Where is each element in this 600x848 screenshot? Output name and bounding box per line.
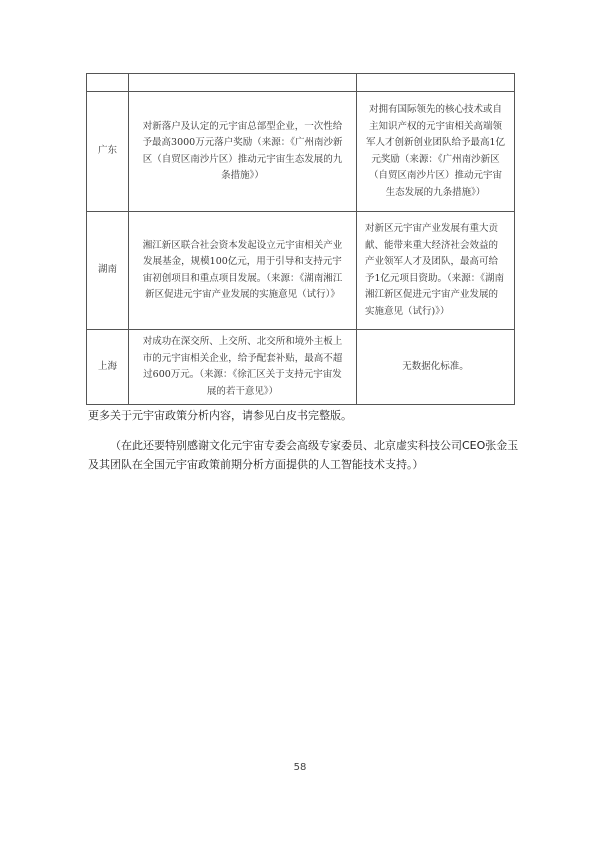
empty-cell [87, 74, 129, 92]
reward-cell-talent: 对拥有国际领先的核心技术或自主知识产权的元宇宙相关高端领军人才创新创业团队给予最高1亿元奖励（来源：《广州南沙新区（自贸区南沙片区）推动元宇宙生态发展的九条措施》） [357, 92, 515, 212]
page-number: 58 [293, 762, 307, 773]
table-row [87, 330, 515, 405]
table-row-header-continuation [87, 74, 515, 92]
region-cell: 上海 [87, 330, 129, 405]
region-cell: 广东 [87, 92, 129, 212]
reward-cell-talent: 对新区元宇宙产业发展有重大贡献、能带来重大经济社会效益的产业领军人才及团队，最高可给予1亿元项目资助。（来源：《湖南湘江新区促进元宇宙产业发展的实施意见（试行)》） [357, 212, 515, 330]
region-cell: 湖南 [87, 212, 129, 330]
whitepaper-note: 更多关于元宇宙政策分析内容，请参见白皮书完整版。 [88, 409, 352, 422]
reward-cell-enterprise: 对成功在深交所、上交所、北交所和境外主板上市的元宇宙相关企业，给予配套补贴，最高不超过600万元。（来源：《徐汇区关于支持元宇宙发展的若干意见》） [129, 330, 357, 405]
policy-table [86, 73, 515, 405]
empty-cell [129, 74, 357, 92]
empty-cell [357, 74, 515, 92]
table-row [87, 212, 515, 330]
reward-cell-talent: 无数据化标准。 [357, 330, 515, 405]
reward-cell-enterprise: 湘江新区联合社会资本发起设立元宇宙相关产业发展基金，规模100亿元，用于引导和支持元宇宙初创项目和重点项目发展。（来源：《湖南湘江新区促进元宇宙产业发展的实施意见（试行）》 [129, 212, 357, 330]
acknowledgement-paragraph: （在此还要特别感谢文化元宇宙专委会高级专家委员、北京虚实科技公司CEO张金玉及其团队在全国元宇宙政策前期分析方面提供的人工智能技术支持。） [88, 439, 519, 471]
reward-cell-enterprise: 对新落户及认定的元宇宙总部型企业，一次性给予最高3000万元落户奖励（来源：《广州南沙新区（自贸区南沙片区）推动元宇宙生态发展的九条措施》） [129, 92, 357, 212]
table-row [87, 92, 515, 212]
